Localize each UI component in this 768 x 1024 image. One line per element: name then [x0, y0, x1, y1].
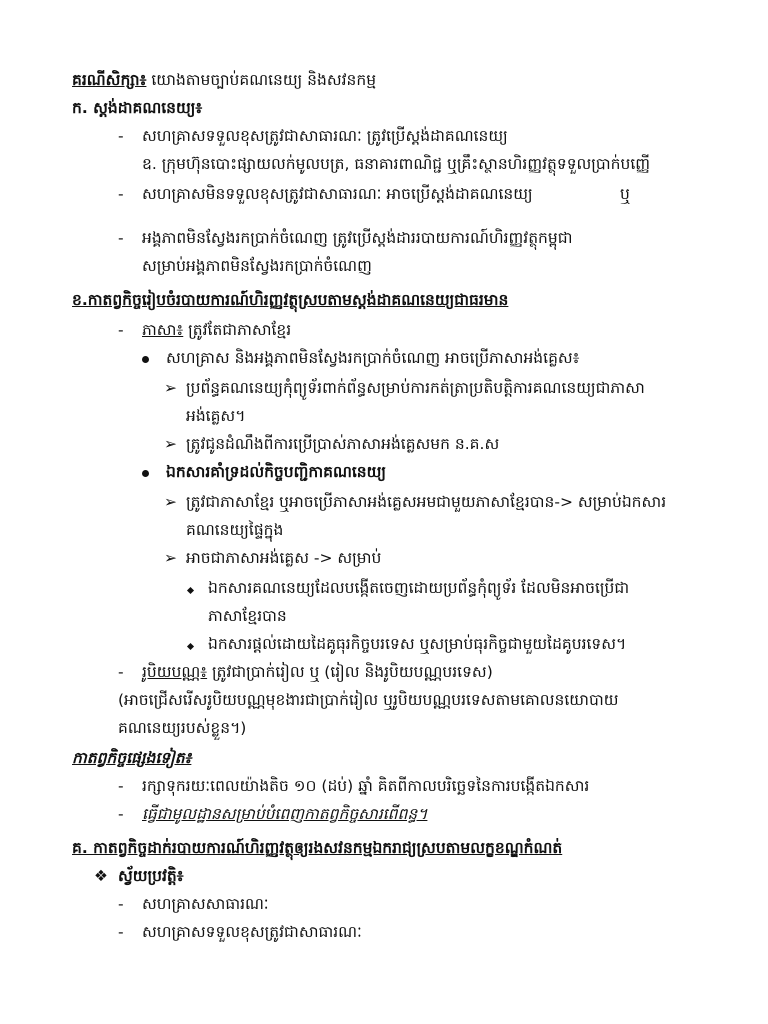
other-duties-heading: កាតព្វកិច្ចផ្សេងទៀត៖: [72, 749, 192, 767]
dash-marker: -: [118, 923, 124, 941]
language-label: ភាសា៖: [142, 321, 184, 339]
other-duty-retention: រក្សាទុករយៈពេលយ៉ាងតិច ១០ (ដប់) ឆ្នាំ គិតពីកាលបរិច្ឆេទនៃការបង្កើតឯកសារ: [142, 777, 590, 795]
other-duty-tax-basis: ធ្វើជាមូលដ្ឋានសម្រាប់បំពេញកាតព្វកិច្ចសារពើពន្ធ។: [142, 805, 428, 823]
section-c-item-1: សហគ្រាសសាធារណៈ: [142, 895, 269, 913]
dash-marker: -: [118, 185, 124, 203]
sub-item-english-language: អាចជាភាសាអង់គ្លេស -> សម្រាប់: [186, 549, 382, 567]
dash-marker: -: [118, 805, 124, 823]
language-text: ត្រូវតែជាភាសាខ្មែរ: [183, 321, 292, 339]
bullet-supporting-documents: ឯកសារគាំទ្រដល់កិច្ចបញ្ជិកាគណនេយ្យ: [166, 463, 387, 481]
arrow-bullet-icon: ➢: [164, 435, 177, 453]
section-a-item-2: សហគ្រាសមិនទទួលខុសត្រូវជាសាធារណៈ អាចប្រើស្តង់ដាគណនេយ្យ: [142, 185, 533, 203]
automatic-label: ស្វ័យប្រវត្តិ៖: [118, 867, 184, 885]
bullet-icon: [142, 344, 149, 372]
sub-item-khmer-language-cont: គណនេយ្យផ្ទៃក្នុង: [186, 521, 284, 539]
section-a-item-3-cont: សម្រាប់អង្គភាពមិនស្វែងរកប្រាក់ចំណេញ: [142, 257, 372, 275]
dash-marker: -: [118, 895, 124, 913]
section-b-heading: ខ.កាតព្វកិច្ចរៀបចំរបាយការណ៍ហិរញ្ញវត្ថុស្របតាមស្តង់ដាគណនេយ្យជាធរមាន: [72, 291, 509, 309]
section-c-heading: គ. កាតព្វកិច្ចដាក់របាយការណ៍ហិរញ្ញវត្ថុឲ្យរងសវនកម្មឯករាជ្យស្របតាមលក្ខខណ្ឌកំណត់: [72, 839, 563, 857]
sub-sub-item-computer-docs-cont: ភាសាខ្មែរបាន: [208, 607, 287, 625]
arrow-bullet-icon: ➢: [164, 379, 177, 397]
bullet-icon: [142, 458, 149, 486]
dash-marker: -: [118, 777, 124, 795]
sub-item-khmer-language: ត្រូវជាភាសាខ្មែរ ឬអាចប្រើភាសាអង់គ្លេសអមជាមួយភាសាខ្មែរបាន-> សម្រាប់ឯកសារ: [186, 493, 667, 511]
small-diamond-bullet-icon: [188, 574, 193, 602]
case-study-heading: [72, 66, 376, 94]
bullet-english-usage: សហគ្រាស និងអង្គភាពមិនស្វែងរកប្រាក់ចំណេញ អាចប្រើភាសាអង់គ្លេស៖: [166, 349, 580, 367]
dash-marker: -: [118, 663, 124, 681]
sub-sub-item-computer-docs: ឯកសារគណនេយ្យដែលបង្កើតចេញដោយប្រព័ន្ធកុំព្យូទ័រ ដែលមិនអាចប្រើជា: [208, 579, 630, 597]
section-c-item-2: សហគ្រាសទទួលខុសត្រូវជាសាធារណៈ: [142, 923, 362, 941]
sub-item-notify: ត្រូវជូនដំណឹងពីការប្រើប្រាស់ភាសាអង់គ្លេសមក ន.គ.ស: [186, 435, 500, 453]
dash-marker: -: [118, 127, 124, 145]
section-a-item-1: សហគ្រាសទទួលខុសត្រូវជាសាធារណៈ ត្រូវប្រើស្តង់ដាគណនេយ្យ: [142, 127, 508, 145]
case-study-title: គរណីសិក្សា៖: [72, 71, 147, 89]
section-a-item-1-example: ឧ. ក្រុមហ៊ុនបោះផ្សាយលក់មូលបត្រ, ធនាគារពាណិជ្ជ ឬគ្រឹះស្ថានហិរញ្ញវត្ថុទទួលប្រាក់បញ្ញើ: [142, 155, 651, 173]
language-line: [142, 316, 291, 344]
currency-note-cont: គណនេយ្យរបស់ខ្លួន។): [118, 719, 247, 737]
currency-label: រូបិយបណ្ណ៖: [142, 663, 208, 681]
diamond-bullet-icon: ❖: [94, 867, 108, 885]
section-a-item-3: អង្គភាពមិនស្វែងរកប្រាក់ចំណេញ ត្រូវប្រើស្តង់ដាររបាយការណ៍ហិរញ្ញវត្ថុកម្ពុជា: [142, 229, 573, 247]
sub-item-accounting-system: ប្រព័ន្ធគណនេយ្យកុំព្យូទ័រពាក់ព័ន្ធសម្រាប់ការកត់ត្រាប្រតិបត្តិការគណនេយ្យជាភាសា: [186, 379, 645, 397]
currency-line: [142, 658, 493, 686]
arrow-bullet-icon: ➢: [164, 549, 177, 567]
section-a-item-2-or: ឬ: [620, 185, 630, 203]
section-a-heading: ក. ស្តង់ដាគណនេយ្យ៖: [72, 99, 203, 117]
sub-item-accounting-system-cont: អង់គ្លេស។: [186, 407, 246, 425]
dash-marker: -: [118, 229, 124, 247]
arrow-bullet-icon: ➢: [164, 493, 177, 511]
case-study-subtitle: យោងតាមច្បាប់គណនេយ្យ និងសវនកម្ម: [151, 71, 377, 89]
currency-note: (អាចជ្រើសរើសរូបិយបណ្ណមុខងារជាប្រាក់រៀល ឬរូបិយបណ្ណបរទេសតាមគោលនយោបាយ: [118, 691, 619, 709]
small-diamond-bullet-icon: [188, 630, 193, 658]
currency-text: ត្រូវជាប្រាក់រៀល ឬ (រៀល និងរូបិយបណ្ណបរទេស): [207, 663, 493, 681]
sub-sub-item-foreign-partner: ឯកសារផ្តល់ដោយដៃគូធុរកិច្ចបរទេស ឬសម្រាប់ធុរកិច្ចជាមួយដៃគូបរទេស។: [208, 635, 627, 653]
dash-marker: -: [118, 321, 124, 339]
